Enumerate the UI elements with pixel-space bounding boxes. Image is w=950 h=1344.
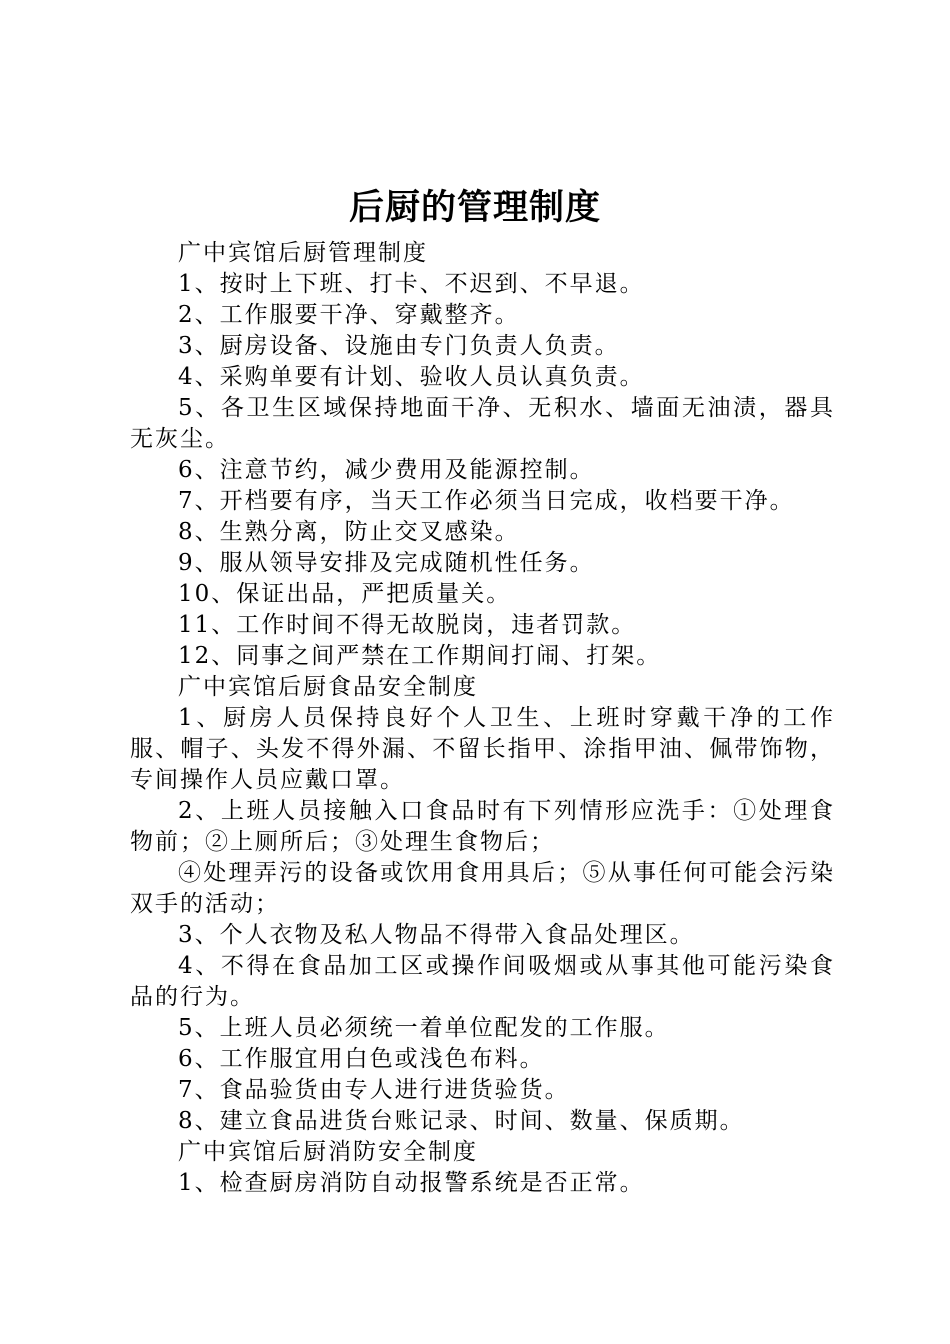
paragraph: 11、工作时间不得无故脱岗，违者罚款。 [178, 612, 637, 638]
paragraph: 2、上班人员接触入口食品时有下列情形应洗手：①处理食物前；②上厕所后；③处理生食物后； [130, 798, 835, 855]
document-body [130, 238, 835, 1199]
paragraph: 1、检查厨房消防自动报警系统是否正常。 [178, 1170, 645, 1196]
paragraph: 7、食品验货由专人进行进货验货。 [178, 1077, 570, 1103]
paragraph: 8、生熟分离，防止交叉感染。 [178, 519, 520, 545]
paragraph: 3、厨房设备、设施由专门负责人负责。 [178, 333, 620, 359]
paragraph: 1、按时上下班、打卡、不迟到、不早退。 [178, 271, 645, 297]
document-title: 后厨的管理制度 [348, 187, 601, 228]
paragraph: 5、各卫生区域保持地面干净、无积水、墙面无油渍，器具无灰尘。 [130, 395, 835, 452]
paragraph: 4、不得在食品加工区或操作间吸烟或从事其他可能污染食品的行为。 [130, 953, 835, 1010]
paragraph: 3、个人衣物及私人物品不得带入食品处理区。 [178, 922, 695, 948]
paragraph: 12、同事之间严禁在工作期间打闹、打架。 [178, 643, 662, 669]
paragraph: 1、厨房人员保持良好个人卫生、上班时穿戴干净的工作服、帽子、头发不得外漏、不留长指甲、涂指甲油、佩带饰物，专间操作人员应戴口罩。 [130, 705, 835, 793]
paragraph: 4、采购单要有计划、验收人员认真负责。 [178, 364, 645, 390]
paragraph: 2、工作服要干净、穿戴整齐。 [178, 302, 520, 328]
section-heading-management: 广中宾馆后厨管理制度 [178, 240, 428, 266]
paragraph: 10、保证出品，严把质量关。 [178, 581, 512, 607]
paragraph: ④处理弄污的设备或饮用食用具后；⑤从事任何可能会污染双手的活动； [130, 860, 835, 917]
section-heading-fire-safety: 广中宾馆后厨消防安全制度 [178, 1139, 478, 1165]
paragraph: 9、服从领导安排及完成随机性任务。 [178, 550, 595, 576]
paragraph: 7、开档要有序，当天工作必须当日完成，收档要干净。 [178, 488, 795, 514]
paragraph: 6、注意节约，减少费用及能源控制。 [178, 457, 595, 483]
paragraph: 5、上班人员必须统一着单位配发的工作服。 [178, 1015, 670, 1041]
paragraph: 8、建立食品进货台账记录、时间、数量、保质期。 [178, 1108, 745, 1134]
section-heading-food-safety: 广中宾馆后厨食品安全制度 [178, 674, 478, 700]
paragraph: 6、工作服宜用白色或浅色布料。 [178, 1046, 545, 1072]
